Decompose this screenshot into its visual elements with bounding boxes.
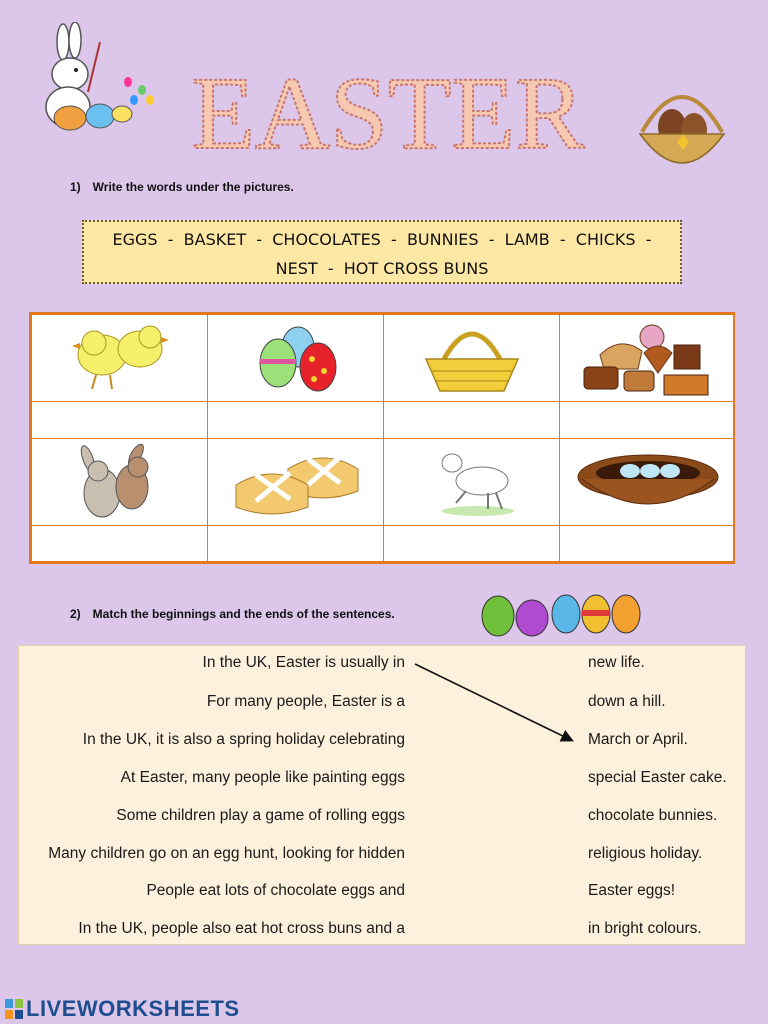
chocolates-icon xyxy=(560,315,735,403)
picture-cell-basket xyxy=(383,314,560,402)
sentence-ending[interactable]: down a hill. xyxy=(588,693,666,710)
lamb-icon xyxy=(384,439,561,527)
sentence-beginning[interactable]: In the UK, it is also a spring holiday celebrating xyxy=(82,731,405,748)
sentence-ending[interactable]: March or April. xyxy=(588,731,688,748)
picture-cell-chicks xyxy=(31,314,208,402)
hot-cross-buns-icon xyxy=(208,439,385,527)
answer-cell[interactable] xyxy=(383,401,560,439)
sentence-beginning[interactable]: Many children go on an egg hunt, looking for hidden xyxy=(48,845,405,862)
liveworksheets-logo-icon xyxy=(4,998,24,1020)
picture-cell-eggs xyxy=(207,314,384,402)
sentence-beginning[interactable]: In the UK, people also eat hot cross buns and a xyxy=(78,920,405,937)
sentence-ending[interactable]: new life. xyxy=(588,654,645,671)
answer-cell[interactable] xyxy=(207,525,384,562)
page-title xyxy=(168,52,608,172)
sentence-beginning[interactable]: In the UK, Easter is usually in xyxy=(202,654,405,671)
nest-icon xyxy=(560,439,735,527)
answer-cell[interactable] xyxy=(559,401,734,439)
answer-cell[interactable] xyxy=(559,525,734,562)
picture-cell-lamb xyxy=(383,438,560,526)
task2-instruction: 2) Match the beginnings and the ends of the sentences. xyxy=(70,607,395,621)
answer-cell[interactable] xyxy=(31,401,208,439)
sentence-ending[interactable]: Easter eggs! xyxy=(588,882,676,899)
eggs-icon xyxy=(208,315,385,403)
chocolate-basket-icon xyxy=(632,72,732,184)
matching-exercise xyxy=(18,645,746,945)
word-bank-line-1: EGGS - BASKET - CHOCOLATES - BUNNIES - LAMB - CHICKS - xyxy=(112,230,652,249)
example-match-arrow xyxy=(411,658,591,748)
footer-brand: LIVEWORKSHEETS xyxy=(26,996,240,1021)
sentence-beginning[interactable]: Some children play a game of rolling eggs xyxy=(116,807,405,824)
sentence-beginning[interactable]: At Easter, many people like painting eggs xyxy=(120,769,405,786)
sentence-ending[interactable]: in bright colours. xyxy=(588,920,702,937)
sentence-ending[interactable]: special Easter cake. xyxy=(588,769,727,786)
chicks-icon xyxy=(32,315,209,403)
answer-cell[interactable] xyxy=(383,525,560,562)
picture-cell-chocolates xyxy=(559,314,734,402)
picture-cell-hot-cross-buns xyxy=(207,438,384,526)
picture-grid xyxy=(29,312,735,564)
sentence-ending[interactable]: religious holiday. xyxy=(588,845,703,862)
basket-icon xyxy=(384,315,561,403)
word-bank xyxy=(82,220,682,284)
picture-cell-nest xyxy=(559,438,734,526)
bunnies-icon xyxy=(32,439,209,527)
word-bank-line-2: NEST - HOT CROSS BUNS xyxy=(275,259,489,278)
bunny-painting-eggs-icon xyxy=(28,22,163,134)
picture-cell-bunnies xyxy=(31,438,208,526)
decorated-eggs-icon xyxy=(480,592,644,638)
sentence-beginning[interactable]: For many people, Easter is a xyxy=(206,693,405,710)
svg-text:EASTER: EASTER xyxy=(191,56,585,171)
sentence-ending[interactable]: chocolate bunnies. xyxy=(588,807,718,824)
answer-cell[interactable] xyxy=(31,525,208,562)
answer-cell[interactable] xyxy=(207,401,384,439)
task1-instruction: 1) Write the words under the pictures. xyxy=(70,180,294,194)
liveworksheets-logo xyxy=(4,998,24,1020)
sentence-beginning[interactable]: People eat lots of chocolate eggs and xyxy=(146,882,405,899)
